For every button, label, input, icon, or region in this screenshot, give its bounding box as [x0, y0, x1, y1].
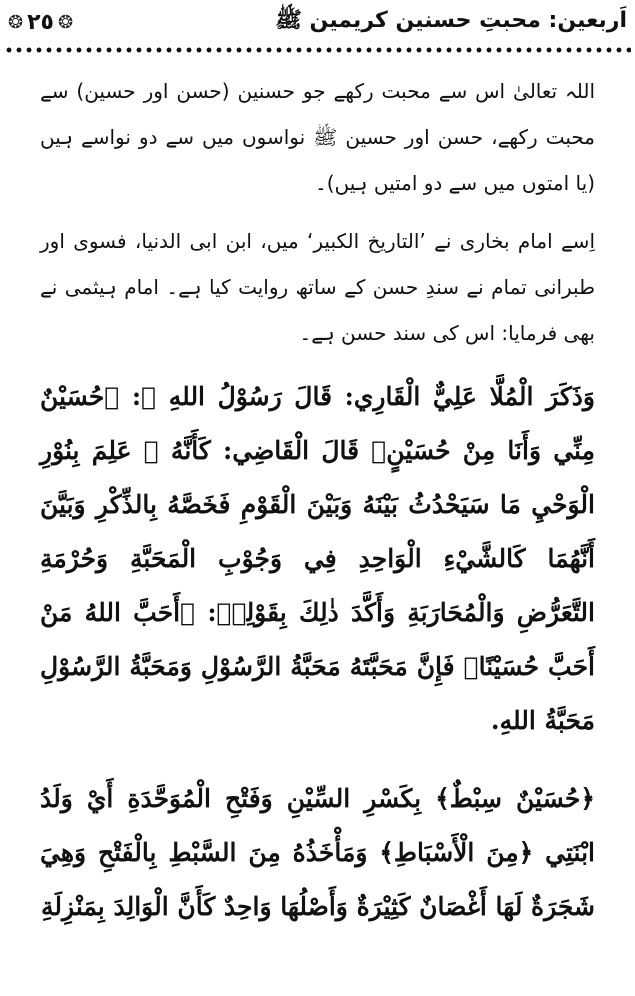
page-header	[8, 2, 627, 42]
arabic-paragraph: وَذَكَرَ الْمُلَّا عَلِيٌّ الْقَارِي: قَالَ رَسُوْلُ اللهِ ﷺ: ﴿حُسَيْنٌ مِنِّي وَأَنَا مِنْ حُسَيْنٍ﴾ قَالَ الْقَاضِي: كَأَنَّهُ ﷺ عَلِمَ بِنُوْرِ الْوَحْيِ مَا سَيَحْدُثُ بَيْنَهُ وَبَيْنَ الْقَوْمِ فَخَصَّهُ بِالذِّكْرِ وَبَيَّنَ أَنَّهُمَا كَالشَّيْءِ الْوَاحِدِ فِي وَجُوْبِ الْمَحَبَّةِ وَحُرْمَةِ التَّعَرُّضِ وَالْمُحَارَبَةِ وَأَكَّدَ ذٰلِكَ بِقَوْلِهٖ: ﴿أَحَبَّ اللهُ مَنْ أَحَبَّ حُسَيْنًا﴾ فَإِنَّ مَحَبَّتَهُ مَحَبَّةُ الرَّسُوْلِ وَمَحَبَّةُ الرَّسُوْلِ مَحَبَّةُ اللهِ.	[40, 382, 595, 735]
urdu-paragraph: اللہ تعالیٰ اس سے محبت رکھے جو حسنین (حسن اور حسین) سے محبت رکھے، حسن اور حسین ﷺ نواسوں میں سے دو نواسے ہیں (یا امتوں میں سے دو امتیں ہیں)۔	[40, 79, 595, 195]
page-number-box	[8, 10, 73, 35]
page-number: ٢٥	[27, 9, 54, 35]
ornament-right-icon: ❂	[57, 11, 74, 33]
arabic-paragraph: ﴿حُسَيْنٌ سِبْطٌ﴾ بِكَسْرِ السِّيْنِ وَفَتْحِ الْمُوَحَّدَةِ أَيْ وَلَدُ ابْنَتِي ﴿مِنَ الْأَسْبَاطِ﴾ وَمَأْخَذُهُ مِنَ السَّبْطِ بِالْفَتْحِ وَهِيَ شَجَرَةٌ لَهَا أَغْصَانٌ كَثِيْرَةٌ وَأَصْلُهَا وَاحِدٌ كَأَنَّ الْوَالِدَ بِمَنْزِلَةِ	[40, 784, 595, 921]
ornament-left-icon: ❂	[8, 11, 24, 33]
dotted-divider	[4, 46, 631, 54]
running-title: اَربعین: محبتِ حسنین کریمین ﷺ	[275, 8, 627, 33]
urdu-paragraph: اِسے امام بخاری نے ’التاریخ الکبیر‘ میں، ابن ابی الدنیا، فسوی اور طبرانی تمام نے سندِ حسن کے ساتھ روایت کیا ہے۔ امام ہیثمی نے بھی فرمایا: اس کی سند حسن ہے۔	[40, 229, 595, 345]
page-body	[40, 68, 595, 934]
